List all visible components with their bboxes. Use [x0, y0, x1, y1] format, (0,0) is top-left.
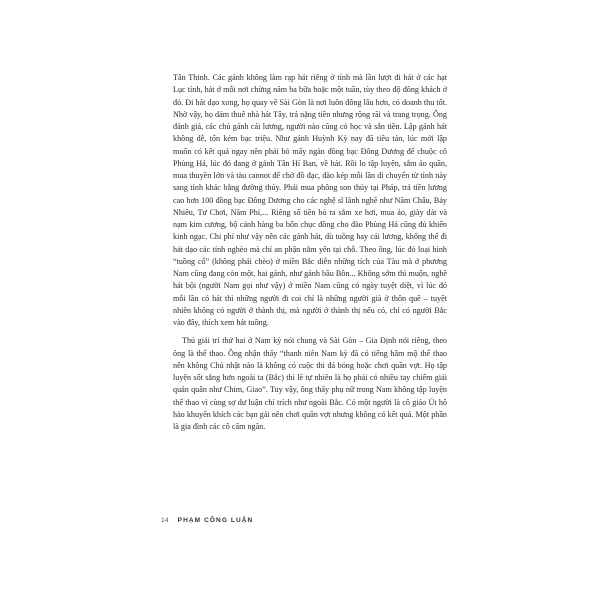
page-footer [161, 514, 253, 526]
author-name: PHẠM CÔNG LUẬN [177, 516, 254, 524]
paragraph-1: Tân Thinh. Các gánh không làm rạp hát riêng ở tỉnh mà lần lượt đi hát ở các hạt Lục tỉnh, hát ở mỗi nơi chừng năm ba bữa hoặc một tuần, tùy theo độ đông khách ở đó. Đi hát dạo xong, họ quay về Sài Gòn là nơi luôn đông lâu hơn, có doanh thu tốt. Nhờ vậy, họ dám thuê nhà hát Tây, trả nặng tiền nhưng rộng rãi và trang trọng. Ông đánh giá, các chủ gánh cải lương, người nào cũng có học và sẵn tiền. Lập gánh hát không dễ, tốn kém bạc triệu. Như gánh Huỳnh Kỳ nay đã tiêu tán, lúc mới lập muốn có kết quả ngay nên phải bỏ mấy ngàn đồng bạc Đông Dương để chuộc cô Phùng Há, lúc đó đang ở gánh Tân Hí Ban, về hát. Rồi lo tập luyện, sắm áo quần, mua thuyền lớn và tàu cannot để chở đồ đạc, đào kép mỗi lần di chuyển từ tỉnh này sang tỉnh khác bằng đường thủy. Phải mua phông son thủy tại Pháp, trả tiền lương cao hơn 100 đồng bạc Đông Dương cho các nghệ sĩ lãnh nghề như Năm Châu, Bảy Nhiêu, Tư Chơi, Năm Phỉ,... Riêng số tiền bỏ ra sắm xe hơi, mua áo, giày dát và nạm kim cương, bộ cánh hàng ba bốn chục đồng cho đào Phùng Há cũng đủ khiến kinh ngạc. Chi phí như vậy nên các gánh hát, dù tuồng hay cải lương, không thể đi hát dạo các tỉnh nghèo mà chỉ an phận nằm yên tại chỗ. Theo ông, lúc đó loại hình “tuồng cổ” (không phải chèo) ở miền Bắc diễn những tích của Tàu mà ở phương Nam cũng đang còn một, hai gánh, như gánh bầu Bôn... Không sớm thì muộn, nghề hát bội (người Nam gọi như vậy) ở miền Nam cũng có ngày tuyệt diệt, vì lúc đó mỗi lần có hát thì những người đi coi chỉ là những người già ở thôn quê – tuyệt nhiên không có người ở thành thị, mà người ở thành thị nếu có, chỉ có người Bắc vào đây, thích xem hát tuồng. [173, 73, 447, 327]
body-text [173, 72, 447, 433]
paragraph-2: Thú giải trí thứ hai ở Nam kỳ nói chung và Sài Gòn – Gia Định nói riêng, theo ông là thể thao. Ông nhận thấy “thanh niên Nam kỳ đã có tiếng hâm mộ thể thao nên không Chủ nhật nào là không có cuộc thi đá bóng hoặc chơi quần vợt. Họ tập luyện sốt sắng hơn ngoài ta (Bắc) thì lẽ tự nhiên là họ phải có nhiều tay chiếm giải quán quân như Chim, Giao”. Tuy vậy, ông thấy phụ nữ trong Nam không tập luyện thể thao vì cùng sợ dư luận chỉ trích như ngoài Bắc. Có một người là cô giáo Út hô hào khuyến khích các bạn gái nên chơi quần vợt nhưng không có kết quả. Một phần là gia đình các cô cấm ngăn. [173, 336, 447, 431]
page-number: 14 [161, 516, 169, 524]
